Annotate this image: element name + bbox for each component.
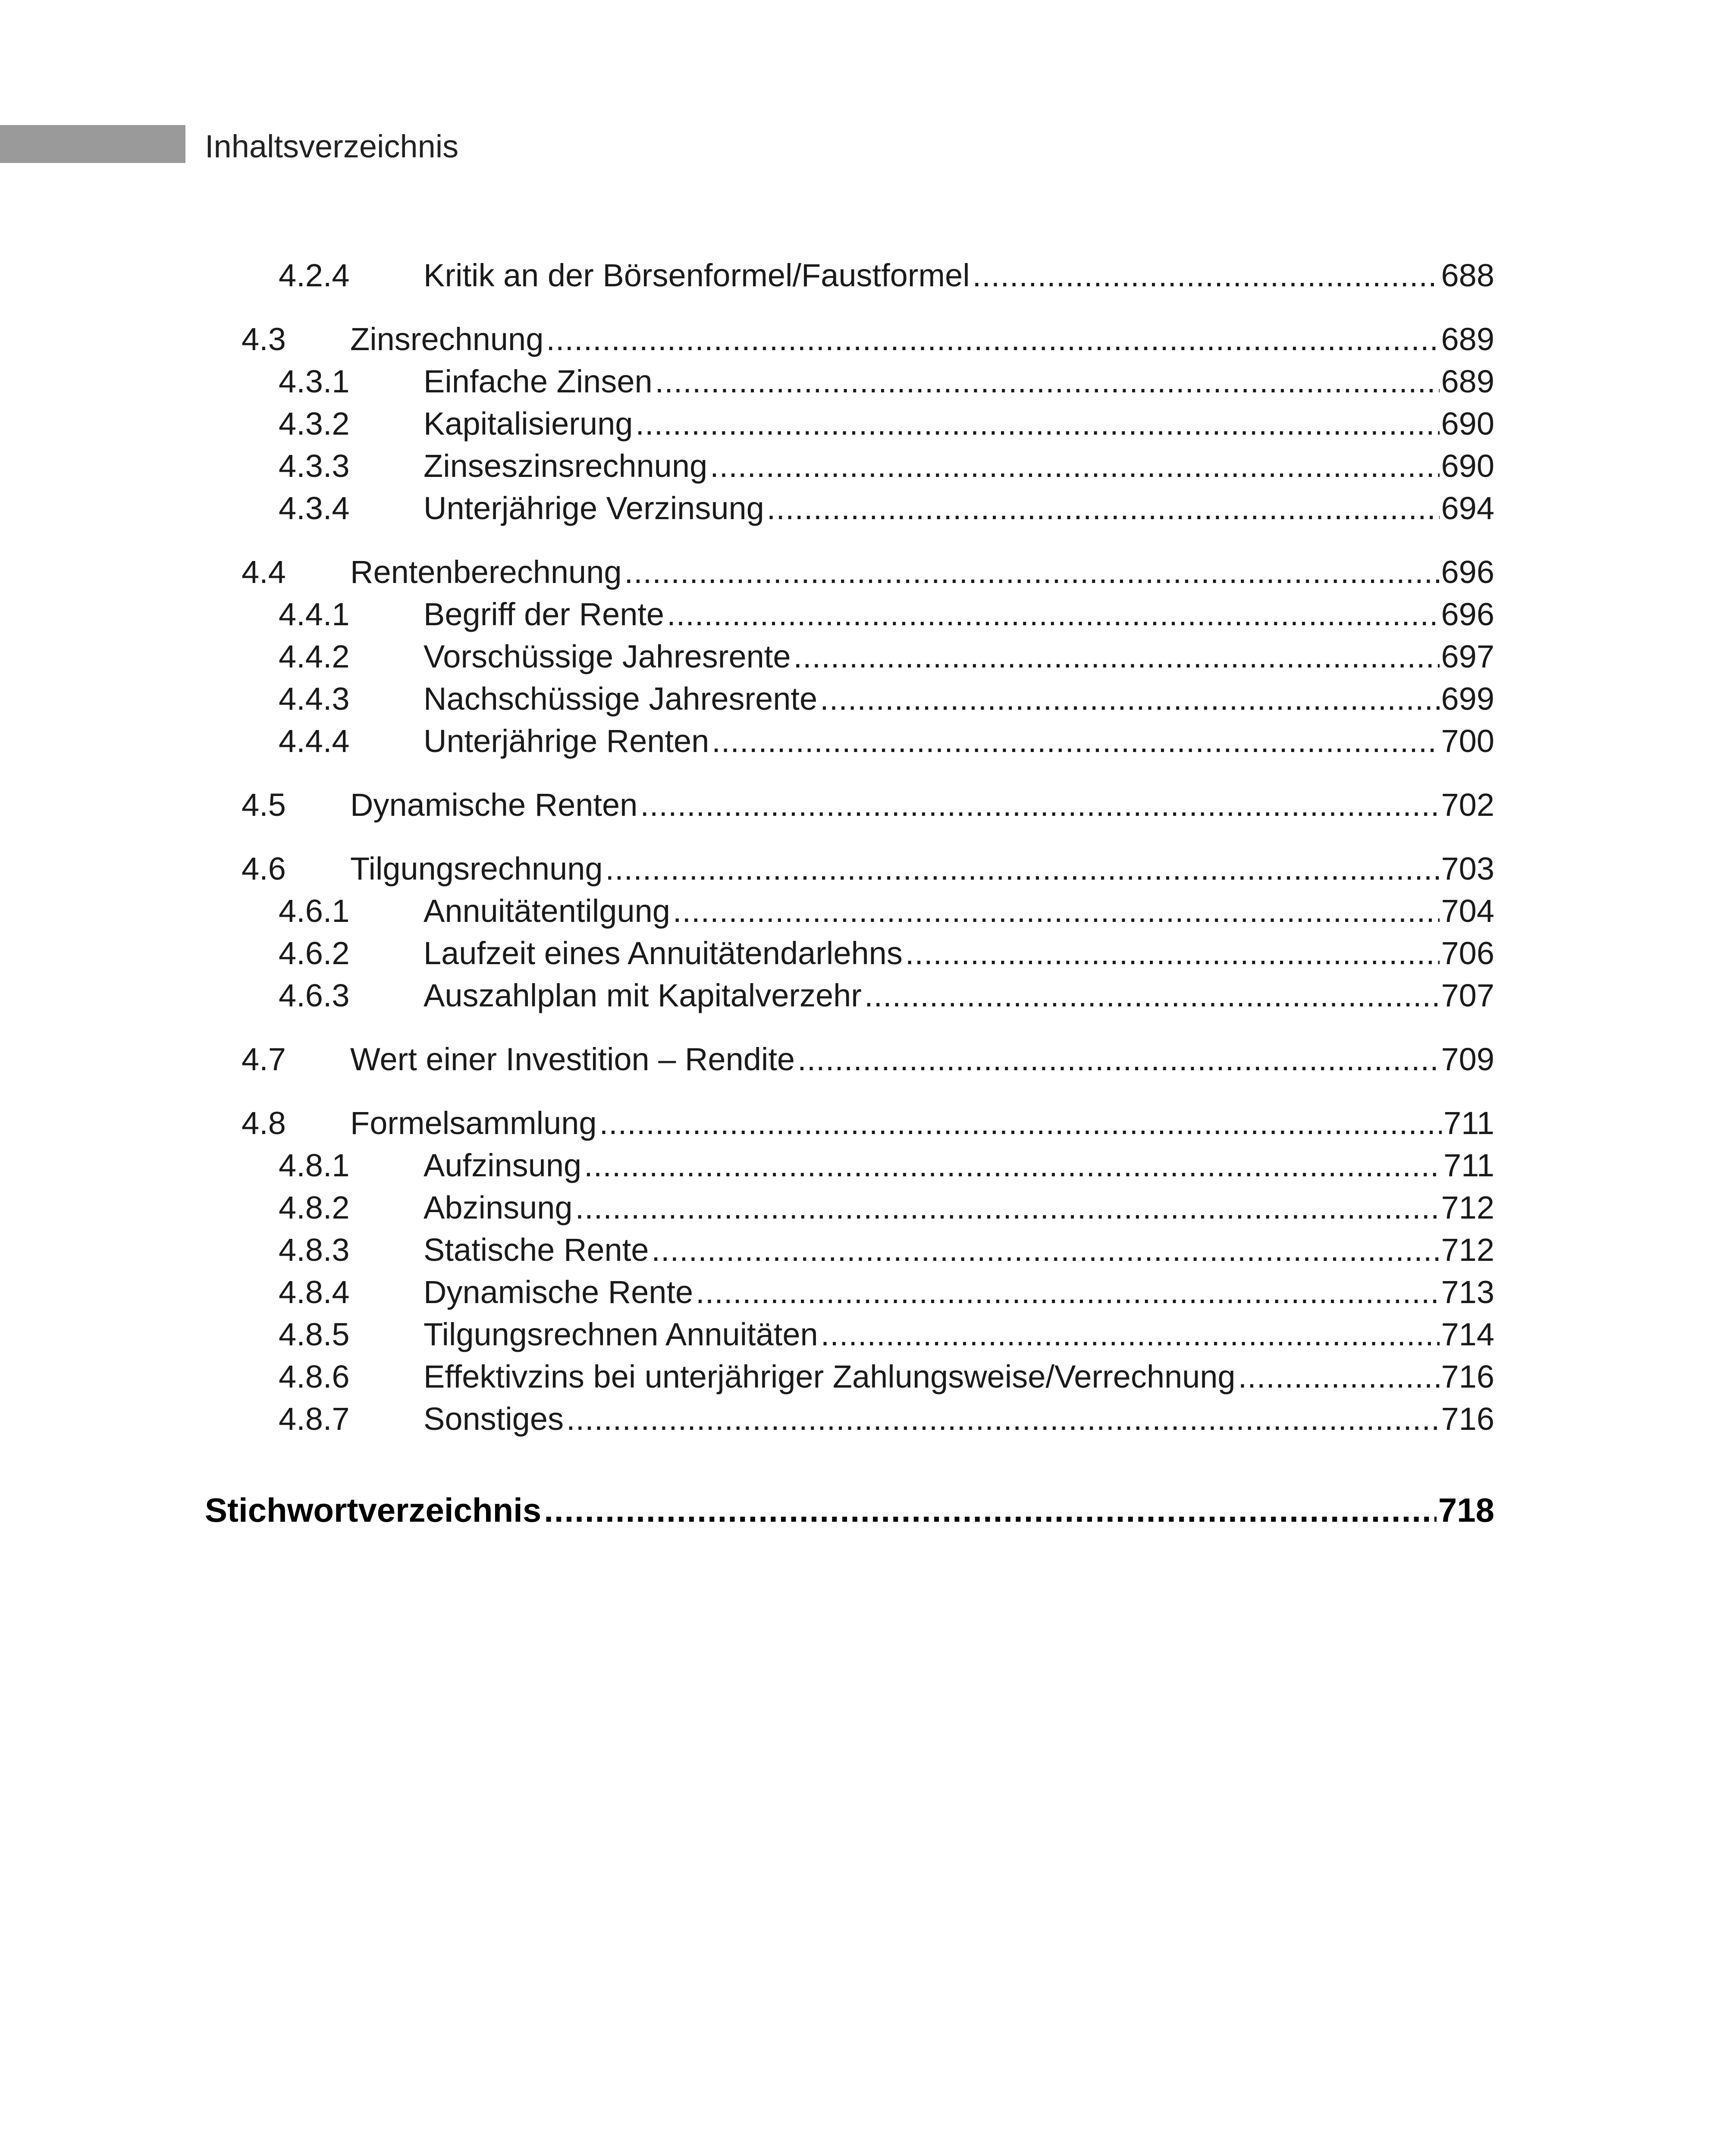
- toc-entry-number: 4.4.2: [279, 639, 350, 674]
- toc-entry-4-3[interactable]: [0, 318, 1494, 360]
- toc-leader-dots: [864, 975, 1440, 1017]
- toc-entry-4-3-4[interactable]: [0, 487, 1494, 530]
- toc-entry-page: 704: [1441, 893, 1494, 929]
- toc-entry-4-4-2[interactable]: [0, 636, 1494, 678]
- toc-leader-dots: [651, 1229, 1439, 1271]
- toc-entry-title: Statische Rente: [424, 1232, 649, 1268]
- toc-leader-dots: [767, 487, 1440, 530]
- toc-entry-number: 4.8: [242, 1105, 286, 1141]
- toc-entry-page: 707: [1441, 978, 1494, 1013]
- toc-entry-4-6-3[interactable]: [0, 975, 1494, 1017]
- toc-leader-dots: [599, 1102, 1442, 1144]
- toc-entry-number: 4.8.5: [279, 1316, 350, 1352]
- toc-entry-stichwortverzeichnis[interactable]: [205, 1488, 1494, 1532]
- toc-entry-number: 4.8.1: [279, 1147, 350, 1183]
- toc-entry-title: Laufzeit eines Annuitätendarlehns: [424, 935, 903, 971]
- toc-entry-4-8-6[interactable]: [0, 1356, 1494, 1398]
- toc-leader-dots: [797, 1038, 1439, 1081]
- toc-entry-title: Zinsrechnung: [350, 321, 544, 357]
- toc-entry-title: Begriff der Rente: [424, 596, 665, 632]
- toc-entry-page: 700: [1441, 723, 1494, 759]
- toc-entry-number: 4.8.4: [279, 1274, 350, 1310]
- toc-entry-title: Einfache Zinsen: [424, 364, 653, 399]
- toc-entry-title: Unterjährige Renten: [424, 723, 709, 759]
- header-bar: [0, 125, 185, 163]
- toc-entry-4-2-4[interactable]: [0, 254, 1494, 297]
- toc-entry-page: 689: [1441, 321, 1494, 357]
- toc-entry-title: Formelsammlung: [350, 1105, 597, 1141]
- toc-leader-dots: [667, 593, 1439, 636]
- toc-leader-dots: [635, 403, 1439, 445]
- toc-entry-page: 702: [1441, 787, 1494, 823]
- toc-entry-4-8-7[interactable]: [0, 1398, 1494, 1440]
- toc-entry-number: 4.2.4: [279, 257, 350, 293]
- toc-entry-page: 716: [1441, 1401, 1494, 1437]
- toc-leader-dots: [655, 360, 1440, 403]
- toc-leader-dots: [905, 932, 1440, 975]
- toc-entry-number: 4.4.3: [279, 681, 350, 717]
- toc-entry-page: 699: [1441, 681, 1494, 717]
- toc-entry-page: 697: [1441, 639, 1494, 674]
- toc-leader-dots: [673, 890, 1440, 932]
- toc-entry-title: Rentenberechnung: [350, 554, 622, 590]
- toc-entry-page: 716: [1441, 1359, 1494, 1395]
- toc-entry-page: 714: [1441, 1316, 1494, 1352]
- toc-entry-number: 4.3.2: [279, 406, 350, 442]
- toc-entry-number: 4.6.3: [279, 978, 350, 1013]
- toc-entry-page: 711: [1443, 1105, 1494, 1141]
- index-title: Stichwortverzeichnis: [205, 1491, 542, 1529]
- toc-entry-number: 4.3.4: [279, 490, 350, 526]
- toc-leader-dots: [973, 254, 1440, 297]
- toc-entry-4-7[interactable]: [0, 1038, 1494, 1081]
- toc-entry-number: 4.4: [242, 554, 286, 590]
- index-page: 718: [1438, 1491, 1494, 1529]
- toc-entry-page: 711: [1443, 1147, 1494, 1183]
- toc-leader-dots: [821, 1313, 1440, 1356]
- toc-entry-4-3-1[interactable]: [0, 360, 1494, 403]
- toc-entry-4-4[interactable]: [0, 551, 1494, 593]
- toc-entry-4-8-1[interactable]: [0, 1144, 1494, 1187]
- toc-leader-dots: [712, 720, 1439, 762]
- toc-entry-title: Aufzinsung: [424, 1147, 582, 1183]
- toc-leader-dots: [640, 784, 1439, 826]
- toc-entry-page: 706: [1441, 935, 1494, 971]
- toc-entry-4-6[interactable]: [0, 848, 1494, 890]
- toc-entry-page: 689: [1441, 364, 1494, 399]
- toc-entry-title: Zinseszinsrechnung: [424, 448, 708, 484]
- toc-entry-title: Auszahlplan mit Kapitalverzehr: [424, 978, 862, 1013]
- toc-leader-dots: [584, 1144, 1442, 1187]
- toc-entry-4-4-4[interactable]: [0, 720, 1494, 762]
- toc-entry-title: Dynamische Renten: [350, 787, 638, 823]
- toc-entry-number: 4.8.7: [279, 1401, 350, 1437]
- toc-leader-dots: [606, 848, 1440, 890]
- toc-entry-4-8-4[interactable]: [0, 1271, 1494, 1313]
- toc-entry-number: 4.3.3: [279, 448, 350, 484]
- toc-leader-dots: [544, 1488, 1437, 1532]
- toc-leader-dots: [710, 445, 1439, 487]
- toc-entry-number: 4.8.3: [279, 1232, 350, 1268]
- toc-leader-dots: [566, 1398, 1440, 1440]
- toc-leader-dots: [820, 678, 1439, 720]
- toc-entry-page: 690: [1441, 406, 1494, 442]
- toc-entry-4-3-2[interactable]: [0, 403, 1494, 445]
- toc-entry-title: Unterjährige Verzinsung: [424, 490, 764, 526]
- toc-entry-4-6-2[interactable]: [0, 932, 1494, 975]
- toc-entry-number: 4.3.1: [279, 364, 350, 399]
- toc-entry-page: 712: [1441, 1232, 1494, 1268]
- toc-entry-4-8-2[interactable]: [0, 1187, 1494, 1229]
- toc-entry-title: Nachschüssige Jahresrente: [424, 681, 818, 717]
- toc-entry-number: 4.8.6: [279, 1359, 350, 1395]
- toc-entry-title: Dynamische Rente: [424, 1274, 693, 1310]
- toc-entry-4-6-1[interactable]: [0, 890, 1494, 932]
- toc-entry-number: 4.8.2: [279, 1190, 350, 1225]
- toc-entry-title: Sonstiges: [424, 1401, 564, 1437]
- toc-entry-page: 712: [1441, 1190, 1494, 1225]
- toc-entry-number: 4.6: [242, 851, 286, 887]
- page-header-title: Inhaltsverzeichnis: [205, 128, 459, 164]
- toc-entry-page: 703: [1441, 851, 1494, 887]
- toc-entry-number: 4.6.2: [279, 935, 350, 971]
- toc-entry-4-4-3[interactable]: [0, 678, 1494, 720]
- toc-entry-4-4-1[interactable]: [0, 593, 1494, 636]
- toc-entry-title: Vorschüssige Jahresrente: [424, 639, 791, 674]
- toc-entry-title: Tilgungsrechnung: [350, 851, 603, 887]
- toc-entry-4-5[interactable]: [0, 784, 1494, 826]
- toc-entry-number: 4.5: [242, 787, 286, 823]
- toc-leader-dots: [793, 636, 1439, 678]
- toc-entry-4-8-3[interactable]: [0, 1229, 1494, 1271]
- toc-leader-dots: [546, 318, 1439, 360]
- toc-entry-page: 696: [1441, 596, 1494, 632]
- toc-entry-page: 713: [1441, 1274, 1494, 1310]
- toc-entry-page: 709: [1441, 1041, 1494, 1077]
- toc-entry-title: Annuitätentilgung: [424, 893, 670, 929]
- toc-entry-page: 696: [1441, 554, 1494, 590]
- toc-entry-page: 690: [1441, 448, 1494, 484]
- toc-entry-4-8[interactable]: [0, 1102, 1494, 1144]
- toc-entry-4-8-5[interactable]: [0, 1313, 1494, 1356]
- toc-entry-title: Kapitalisierung: [424, 406, 633, 442]
- toc-entry-title: Effektivzins bei unterjähriger Zahlungsweise/Verrechnung: [424, 1359, 1236, 1395]
- toc-entry-title: Abzinsung: [424, 1190, 573, 1225]
- toc-leader-dots: [624, 551, 1440, 593]
- toc-entry-title: Tilgungsrechnen Annuitäten: [424, 1316, 818, 1352]
- toc-entry-number: 4.4.4: [279, 723, 350, 759]
- toc-entry-number: 4.3: [242, 321, 286, 357]
- toc-entry-page: 688: [1441, 257, 1494, 293]
- toc-entry-page: 694: [1441, 490, 1494, 526]
- toc-entry-4-3-3[interactable]: [0, 445, 1494, 487]
- toc-entry-number: 4.4.1: [279, 596, 350, 632]
- toc-entry-title: Kritik an der Börsenformel/Faustformel: [424, 257, 970, 293]
- toc-entry-number: 4.6.1: [279, 893, 350, 929]
- toc-entry-title: Wert einer Investition – Rendite: [350, 1041, 795, 1077]
- toc-leader-dots: [696, 1271, 1439, 1313]
- toc-leader-dots: [575, 1187, 1440, 1229]
- toc-leader-dots: [1238, 1356, 1440, 1398]
- toc-entry-number: 4.7: [242, 1041, 286, 1077]
